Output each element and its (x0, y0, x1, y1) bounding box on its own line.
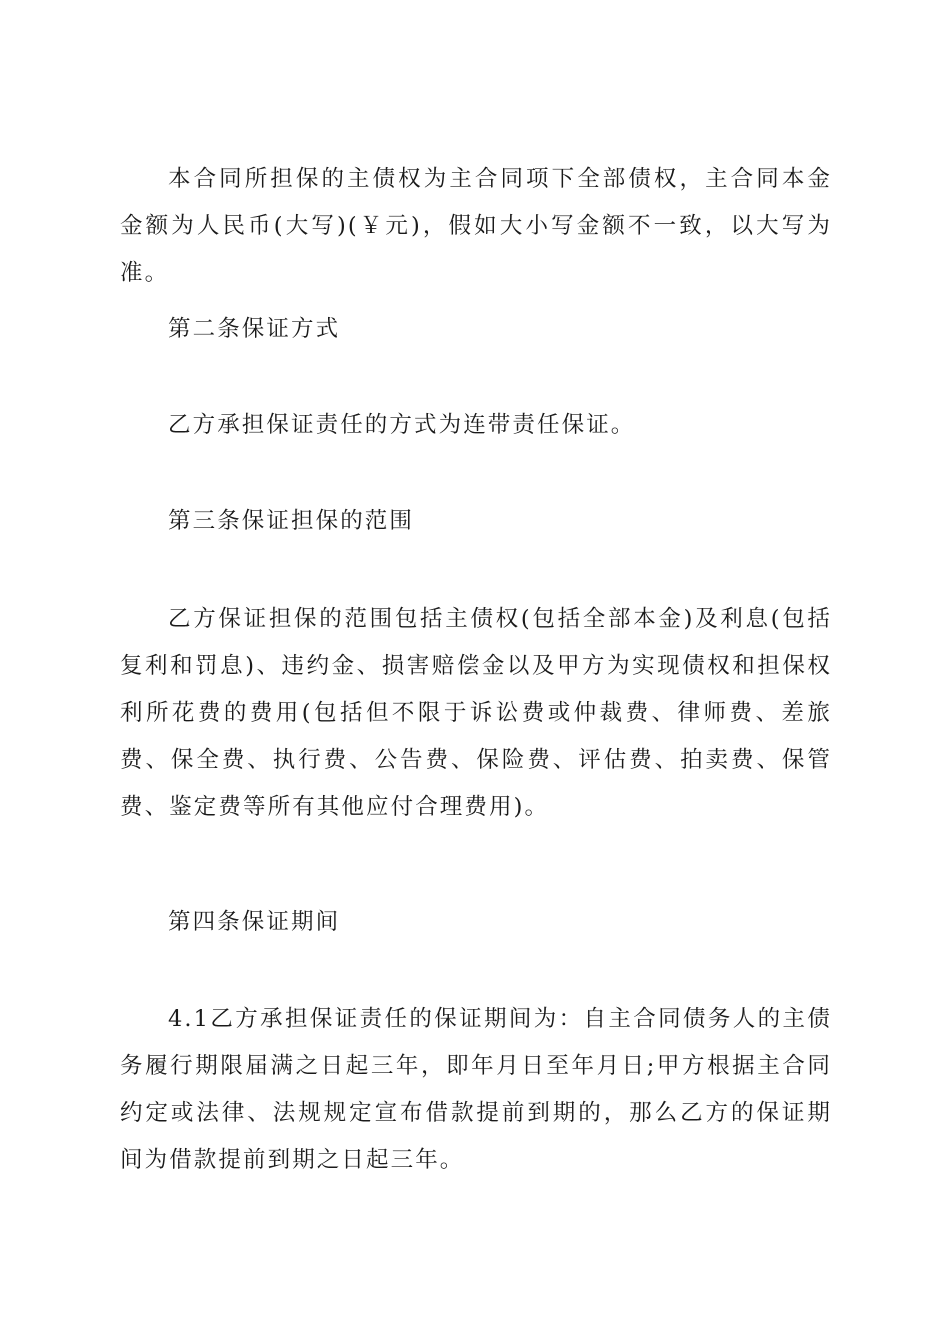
heading-article-2: 第二条保证方式 (168, 316, 341, 342)
paragraph-guarantee-scope: 乙方保证担保的范围包括主债权(包括全部本金)及利息(包括复利和罚息)、违约金、损害赔偿金以及甲方为实现债权和担保权利所花费的费用(包括但不限于诉讼费或仲裁费、律师费、差旅费、保全费、执行费、公告费、保险费、评估费、拍卖费、保管费、鉴定费等所有其他应付合理费用)。 (120, 606, 832, 820)
paragraph-principal-claim: 本合同所担保的主债权为主合同项下全部债权，主合同本金金额为人民币(大写)(￥元)，假如大小写金额不一致，以大写为准。 (120, 166, 832, 286)
paragraph-guarantee-period: 4.1乙方承担保证责任的保证期间为：自主合同债务人的主债务履行期限届满之日起三年，即年月日至年月日;甲方根据主合同约定或法律、法规规定宣布借款提前到期的，那么乙方的保证期间为借款提前到期之日起三年。 (120, 1006, 832, 1173)
heading-article-4: 第四条保证期间 (168, 909, 341, 935)
heading-article-3: 第三条保证担保的范围 (168, 508, 415, 534)
paragraph-guarantee-method: 乙方承担保证责任的方式为连带责任保证。 (168, 412, 636, 438)
